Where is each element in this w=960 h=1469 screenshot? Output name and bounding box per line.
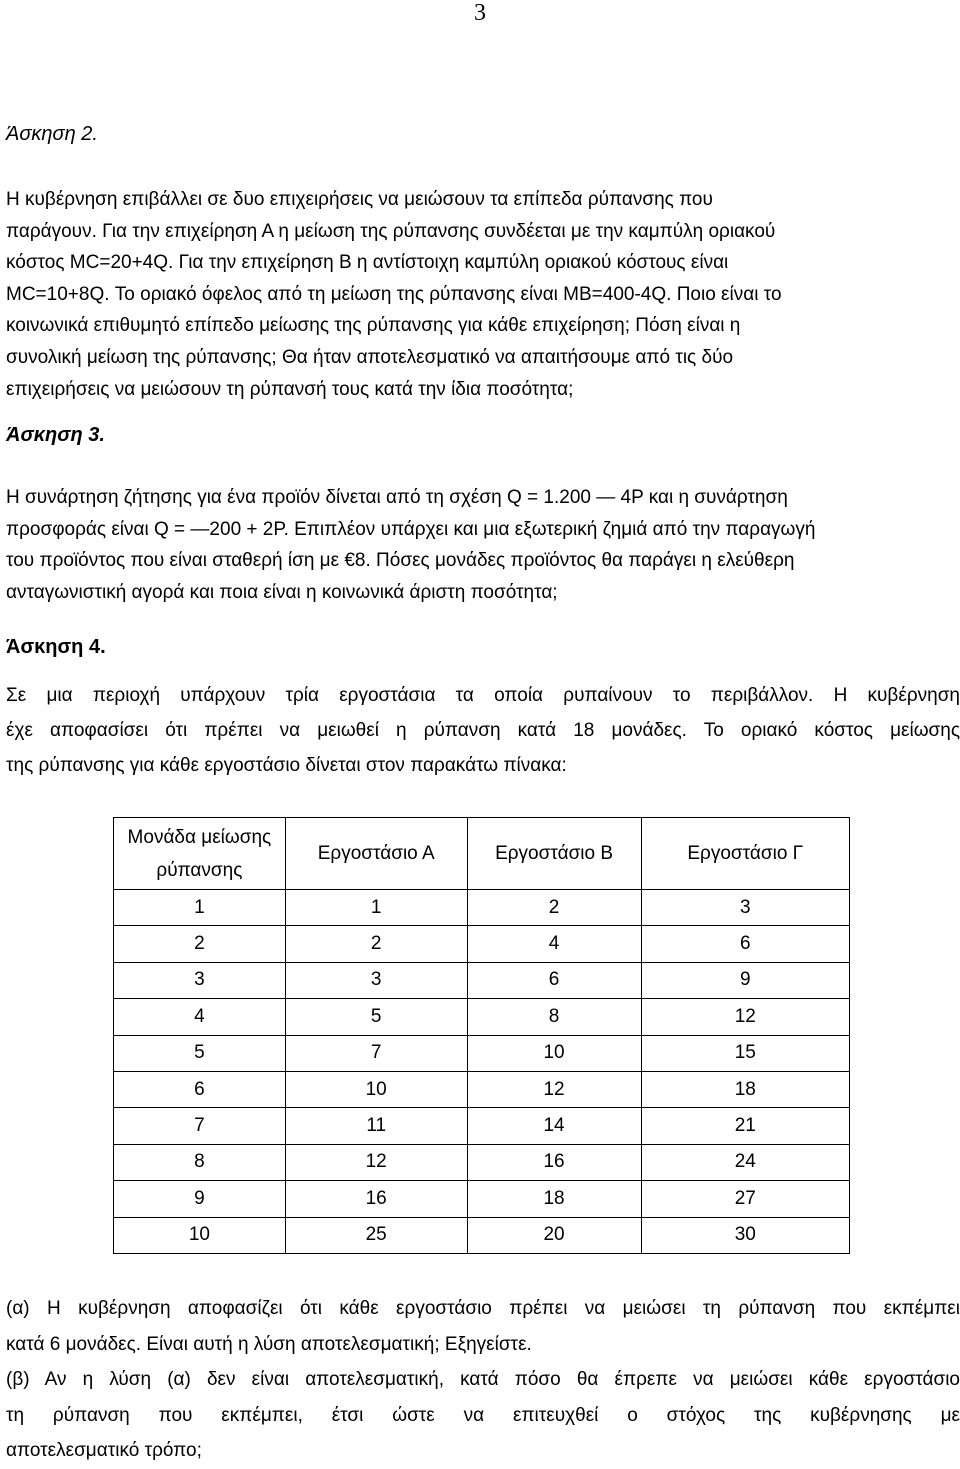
table-cell: 9: [114, 1181, 286, 1217]
question-line: (α) Η κυβέρνηση αποφασίζει ότι κάθε εργοστάσιο πρέπει να μειώσει τη ρύπανση που εκπέμπει: [6, 1298, 960, 1319]
exercise-4-questions: [6, 1291, 960, 1469]
table-cell: 21: [641, 1108, 849, 1144]
table-cell: 15: [641, 1035, 849, 1071]
table-cell: 1: [114, 890, 286, 926]
table-cell: 2: [114, 926, 286, 962]
exercise-2-title: Άσκηση 2.: [6, 123, 98, 145]
text-line: κόστος MC=20+4Q. Για την επιχείρηση Β η αντίστοιχη καμπύλη οριακού κόστους είναι: [6, 252, 729, 274]
table-cell: 25: [285, 1217, 467, 1253]
column-header: Εργοστάσιο Β: [467, 818, 641, 890]
question-line: τη ρύπανση που εκπέμπει, έτσι ώστε να επιτευχθεί ο στόχος της κυβέρνησης με: [6, 1404, 960, 1426]
table-cell: 4: [467, 926, 641, 962]
text-line: Η συνάρτηση ζήτησης για ένα προϊόν δίνεται από τη σχέση Q = 1.200 — 4P και η συνάρτηση: [6, 487, 788, 508]
table-cell: 3: [285, 962, 467, 998]
table-cell: 10: [285, 1071, 467, 1107]
table-cell: 18: [641, 1071, 849, 1107]
table-cell: 9: [641, 962, 849, 998]
text-line: της ρύπανσης για κάθε εργοστάσιο δίνεται στον παρακάτω πίνακα:: [6, 755, 567, 776]
table-cell: 12: [285, 1144, 467, 1180]
table-cell: 8: [114, 1144, 286, 1180]
table-cell: 16: [285, 1181, 467, 1217]
table-cell: 7: [114, 1108, 286, 1144]
table-row: [114, 962, 850, 998]
column-header: Εργοστάσιο Α: [285, 818, 467, 890]
text-line: Σε μια περιοχή υπάρχουν τρία εργοστάσια τα οποία ρυπαίνουν το περιβάλλον. Η κυβέρνηση: [6, 685, 960, 706]
table-row: [114, 1181, 850, 1217]
table-row: [114, 1071, 850, 1107]
table-cell: 3: [114, 962, 286, 998]
text-line: προσφοράς είναι Q = —200 + 2P. Επιπλέον υπάρχει και μια εξωτερική ζημιά από την παραγωγή: [6, 518, 816, 540]
table-cell: 18: [467, 1181, 641, 1217]
table-cell: 5: [114, 1035, 286, 1071]
table-cell: 20: [467, 1217, 641, 1253]
table-cell: 2: [285, 926, 467, 962]
text-line: Η κυβέρνηση επιβάλλει σε δυο επιχειρήσεις να μειώσουν τα επίπεδα ρύπανσης που: [6, 189, 713, 210]
text-line: συνολική μείωση της ρύπανσης; Θα ήταν αποτελεσματικό να απαιτήσουμε από τις δύο: [6, 346, 734, 368]
table-cell: 6: [641, 926, 849, 962]
text-line: κοινωνικά επιθυμητό επίπεδο μείωσης της ρύπανσης για κάθε επιχείρηση; Πόση είναι η: [6, 315, 741, 337]
table-row: [114, 1108, 850, 1144]
cost-table: [113, 817, 850, 1254]
table-cell: 6: [467, 962, 641, 998]
table-cell: 10: [467, 1035, 641, 1071]
text-line: επιχειρήσεις να μειώσουν τη ρύπανσή τους κατά την ίδια ποσότητα;: [6, 378, 574, 400]
exercise-4-text: [6, 678, 960, 783]
column-header: Εργοστάσιο Γ: [641, 818, 849, 890]
table-cell: 24: [641, 1144, 849, 1180]
exercise-3-text: [6, 482, 960, 608]
table-row: [114, 1217, 850, 1253]
text-line: ανταγωνιστική αγορά και ποια είναι η κοινωνικά άριστη ποσότητα;: [6, 581, 558, 603]
page-number: 3: [474, 0, 486, 26]
table-row: [114, 1144, 850, 1180]
table-cell: 6: [114, 1071, 286, 1107]
table-cell: 5: [285, 999, 467, 1035]
table-cell: 7: [285, 1035, 467, 1071]
table-row: [114, 999, 850, 1035]
column-header: Μονάδα μείωσης ρύπανσης: [114, 818, 286, 890]
table-header-row: [114, 818, 850, 890]
question-line: αποτελεσματικό τρόπο;: [6, 1440, 202, 1461]
table-row: [114, 890, 850, 926]
text-line: του προϊόντος που είναι σταθερή ίση με €8. Πόσες μονάδες προϊόντος θα παράγει η ελεύθερη: [6, 550, 795, 572]
table-cell: 11: [285, 1108, 467, 1144]
table-cell: 8: [467, 999, 641, 1035]
table-row: [114, 1035, 850, 1071]
text-line: παράγουν. Για την επιχείρηση Α η μείωση της ρύπανσης συνδέεται με την καμπύλη οριακού: [6, 220, 776, 242]
text-line: έχε αποφασίσει ότι πρέπει να μειωθεί η ρύπανση κατά 18 μονάδες. Το οριακό κόστος μείωσης: [6, 720, 960, 741]
table-cell: 12: [641, 999, 849, 1035]
table-row: [114, 926, 850, 962]
exercise-4-title: Άσκηση 4.: [6, 636, 106, 658]
table-cell: 2: [467, 890, 641, 926]
question-line: κατά 6 μονάδες. Είναι αυτή η λύση αποτελεσματική; Εξηγείστε.: [6, 1333, 532, 1355]
table-cell: 10: [114, 1217, 286, 1253]
table-cell: 27: [641, 1181, 849, 1217]
question-line: (β) Αν η λύση (α) δεν είναι αποτελεσματική, κατά πόσο θα έπρεπε να μειώσει κάθε εργοστάσιο: [6, 1369, 960, 1390]
table-cell: 16: [467, 1144, 641, 1180]
table-cell: 4: [114, 999, 286, 1035]
table-cell: 3: [641, 890, 849, 926]
table-cell: 1: [285, 890, 467, 926]
exercise-2-text: [6, 184, 960, 405]
table-cell: 14: [467, 1108, 641, 1144]
table-cell: 12: [467, 1071, 641, 1107]
table-cell: 30: [641, 1217, 849, 1253]
text-line: MC=10+8Q. Το οριακό όφελος από τη μείωση της ρύπανσης είναι MB=400-4Q. Ποιο είναι το: [6, 283, 782, 305]
exercise-3-title: Άσκηση 3.: [6, 424, 105, 446]
